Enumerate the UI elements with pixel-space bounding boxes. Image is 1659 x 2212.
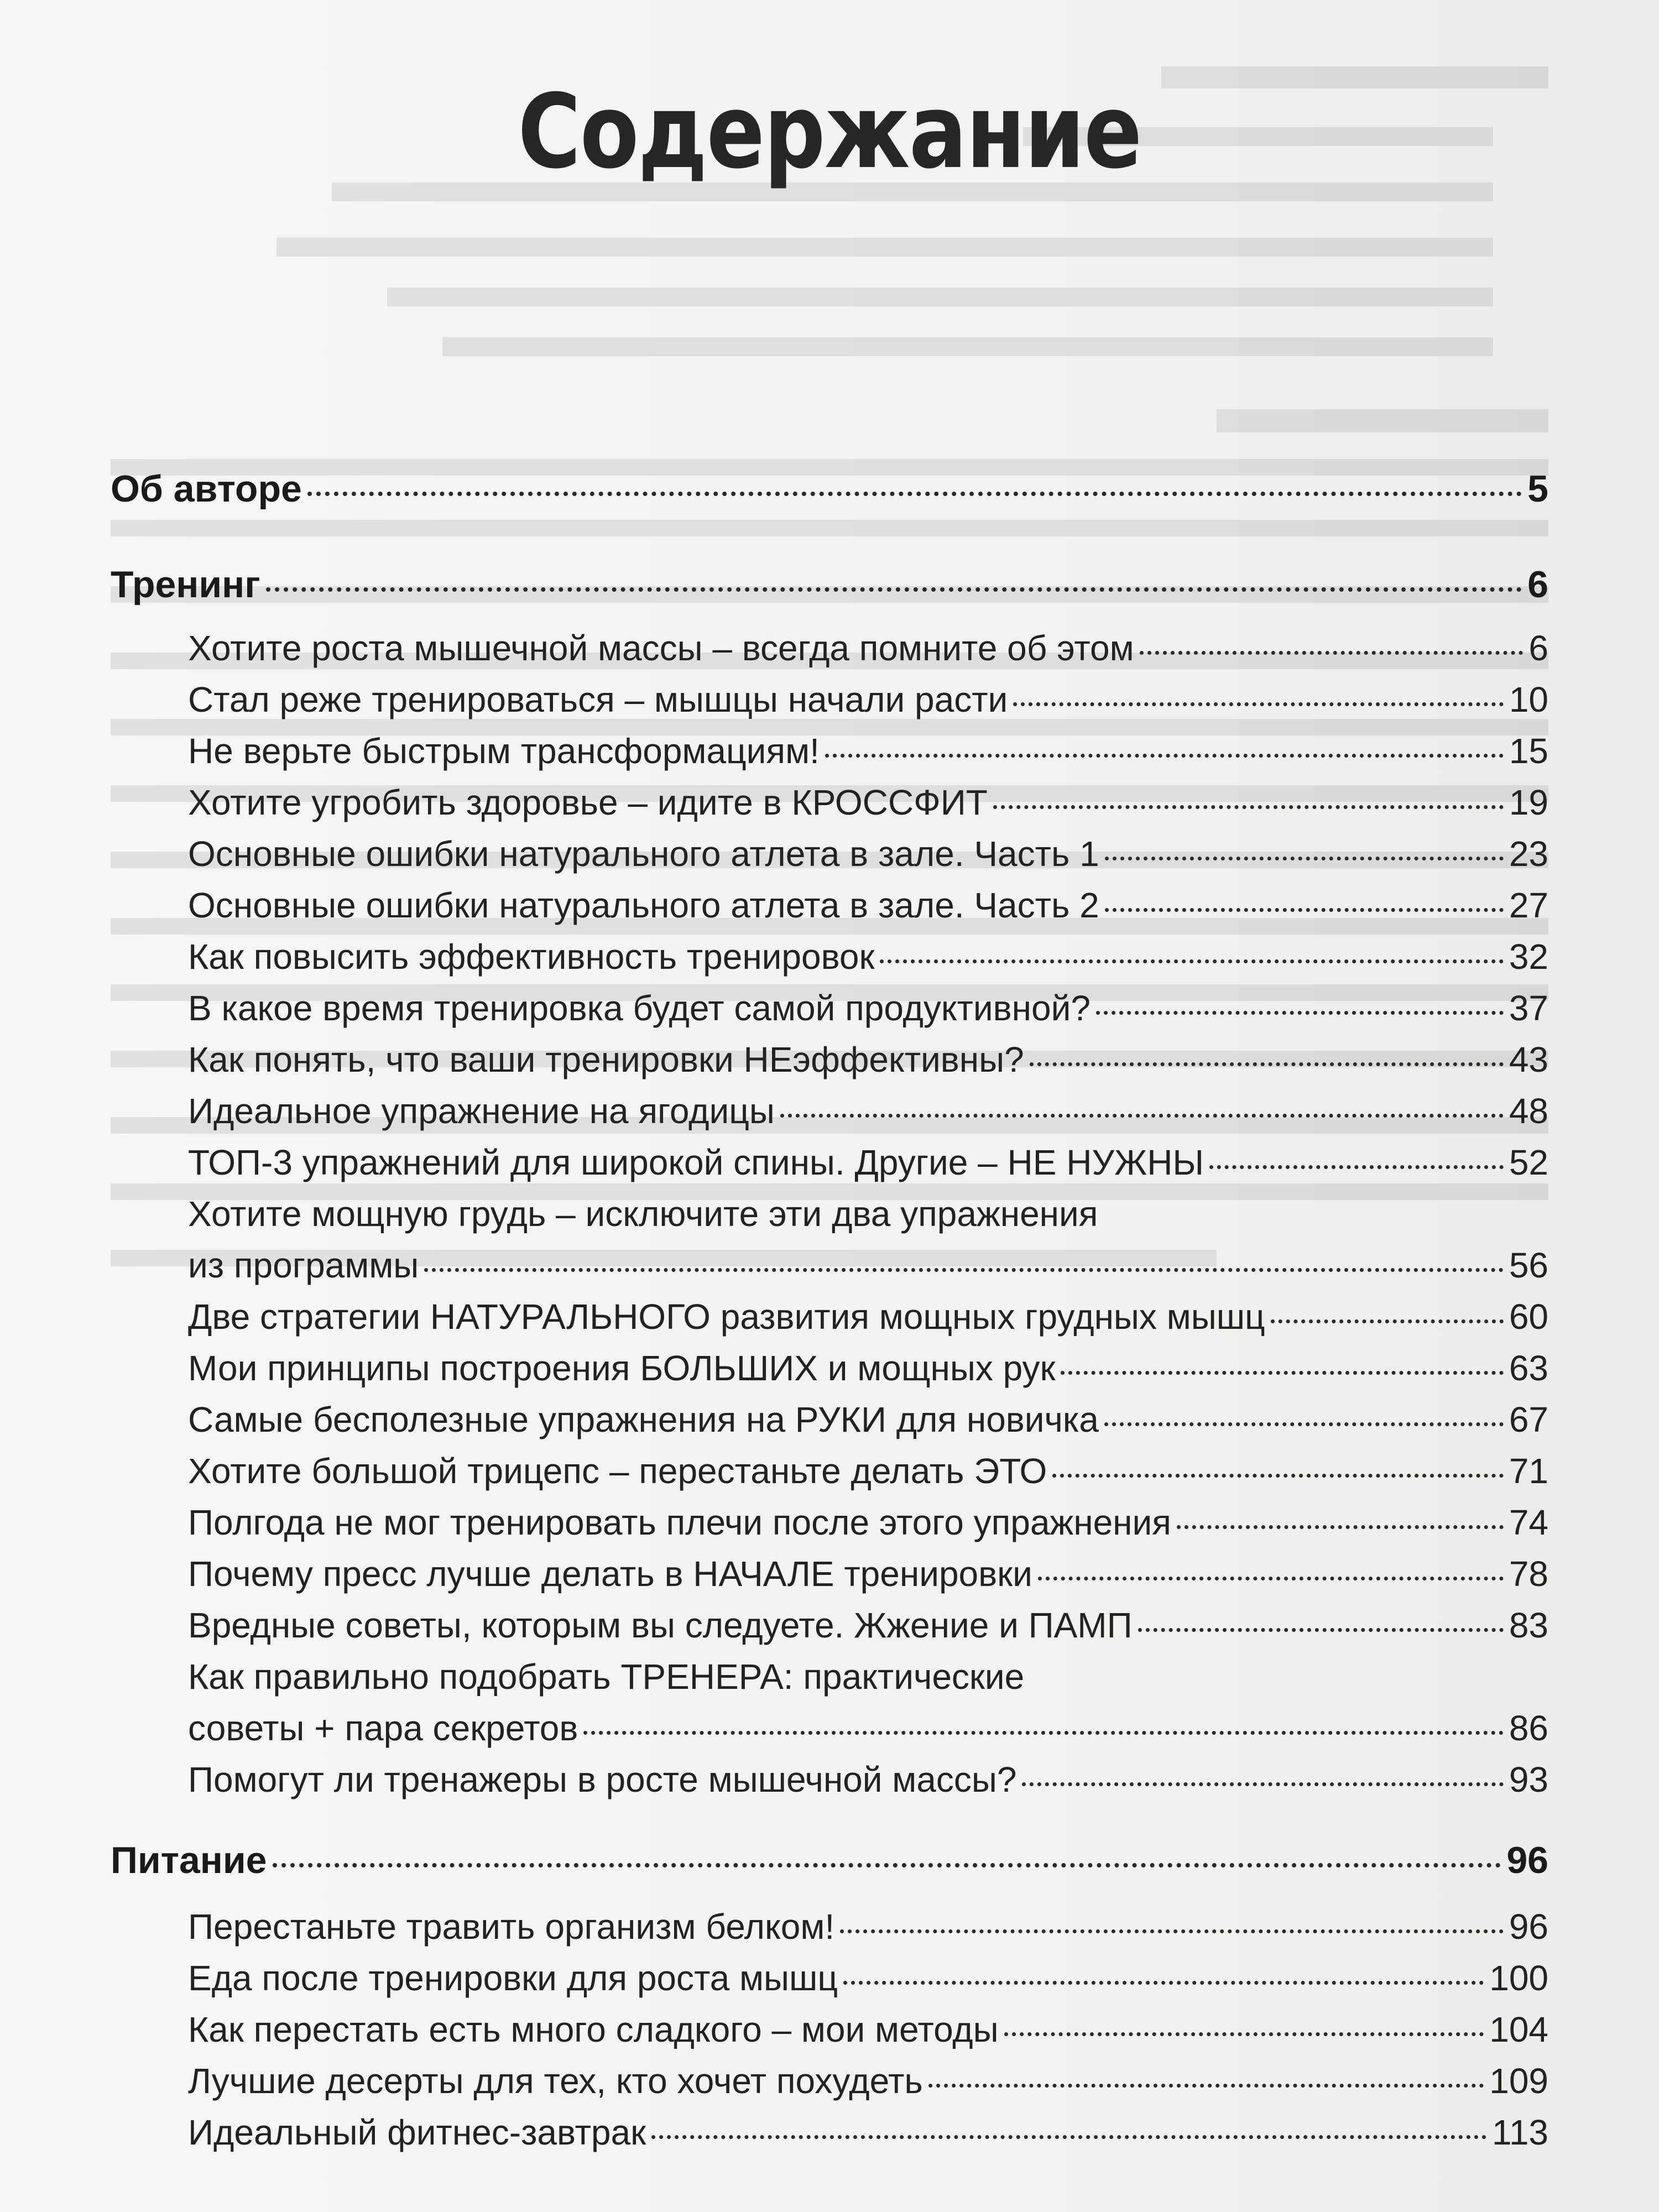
toc-page-number: 23: [1509, 834, 1548, 874]
toc-entry-row[interactable]: [188, 731, 1548, 771]
toc-page-number: 96: [1506, 1839, 1548, 1881]
dot-leader: [1105, 908, 1504, 912]
dot-leader: [1209, 1165, 1504, 1169]
dot-leader: [424, 1268, 1504, 1272]
toc-entry-title: Идеальный фитнес-завтрак: [188, 2112, 646, 2152]
toc-entry-row[interactable]: [188, 1759, 1548, 1800]
toc-page-number: 43: [1509, 1040, 1548, 1079]
toc-section-title: Об авторе: [111, 468, 302, 510]
toc-page-number: 56: [1509, 1245, 1548, 1285]
toc-entry-row[interactable]: [188, 1906, 1548, 1947]
dot-leader: [307, 492, 1522, 496]
toc-page-number: 63: [1509, 1348, 1548, 1388]
toc-entry-row[interactable]: [188, 1245, 1548, 1286]
toc-entry-row[interactable]: [188, 1399, 1548, 1440]
toc-entry-row[interactable]: [188, 1296, 1548, 1337]
toc-page-number: 37: [1509, 988, 1548, 1028]
dot-leader: [266, 587, 1522, 592]
dot-leader: [1013, 702, 1504, 706]
toc-entry-title: В какое время тренировка будет самой продуктивной?: [188, 988, 1091, 1028]
dot-leader: [1105, 857, 1504, 860]
toc-entry-row[interactable]: [188, 936, 1548, 977]
toc-page-number: 32: [1509, 937, 1548, 977]
toc-entry-title: Самые бесполезные упражнения на РУКИ для новичка: [188, 1400, 1099, 1439]
toc-entry-row[interactable]: [188, 833, 1548, 874]
toc-page-number: 5: [1527, 468, 1548, 510]
toc-entry-title: Мои принципы построения БОЛЬШИХ и мощных рук: [188, 1348, 1056, 1388]
toc-entry-row[interactable]: [188, 1451, 1548, 1491]
toc-entry-title: Почему пресс лучше делать в НАЧАЛЕ тренировки: [188, 1554, 1032, 1594]
dot-leader: [780, 1114, 1504, 1118]
toc-entry-title: Хотите угробить здоровье – идите в КРОССФИТ: [188, 782, 988, 822]
dot-leader: [1096, 1011, 1504, 1015]
toc-page-number: 27: [1509, 885, 1548, 925]
toc-entry-title: Как повысить эффективность тренировок: [188, 937, 875, 977]
toc-entry-row[interactable]: [188, 1091, 1548, 1131]
toc-entry-title: Стал реже тренироваться – мышцы начали расти: [188, 680, 1008, 719]
toc-entry-title-line1[interactable]: Как правильно подобрать ТРЕНЕРА: практические: [188, 1657, 1025, 1697]
toc-entry-row[interactable]: [188, 1553, 1548, 1594]
toc-section-title: Питание: [111, 1839, 267, 1881]
toc-entry-row[interactable]: [188, 1958, 1548, 1999]
toc-page-number: 93: [1509, 1760, 1548, 1799]
dot-leader: [1038, 1577, 1504, 1580]
toc-entry-title: Как понять, что ваши тренировки НЕэффективны?: [188, 1040, 1024, 1079]
dot-leader: [1030, 1062, 1504, 1066]
toc-entry-row[interactable]: [188, 628, 1548, 669]
dot-leader: [1104, 1422, 1504, 1426]
dot-leader: [840, 1929, 1504, 1933]
dot-leader: [1052, 1474, 1504, 1478]
toc-entry-title: Перестаньте травить организм белком!: [188, 1907, 835, 1947]
toc-entry-row[interactable]: [188, 2060, 1548, 2101]
toc-page-number: 86: [1509, 1708, 1548, 1748]
toc-entry-row[interactable]: [188, 2009, 1548, 2050]
toc-page-number: 113: [1491, 2112, 1548, 2152]
toc-entry-title: из программы: [188, 1245, 419, 1285]
toc-entry-row[interactable]: [188, 1348, 1548, 1389]
toc-entry-title: Как перестать есть много сладкого – мои методы: [188, 2010, 999, 2049]
dot-leader: [928, 2084, 1484, 2088]
toc-page-number: 10: [1509, 680, 1548, 719]
dot-leader: [880, 959, 1503, 963]
toc-page-number: 96: [1509, 1907, 1548, 1947]
toc-page-number: 52: [1509, 1142, 1548, 1182]
toc-entry-row[interactable]: [188, 679, 1548, 720]
toc-entry-title: Идеальное упражнение на ягодицы: [188, 1091, 775, 1131]
toc-entry-title: Полгода не мог тренировать плечи после этого упражнения: [188, 1503, 1171, 1542]
toc-entry-row[interactable]: [188, 2112, 1548, 2153]
dot-leader: [825, 754, 1504, 758]
dot-leader: [1004, 2032, 1484, 2036]
toc-entry-title: Хотите большой трицепс – перестаньте делать ЭТО: [188, 1451, 1047, 1491]
toc-entry-title: Хотите роста мышечной массы – всегда помните об этом: [188, 628, 1134, 668]
toc-page-number: 19: [1509, 782, 1548, 822]
toc-entry-title: Еда после тренировки для роста мышц: [188, 1958, 838, 1998]
toc-section-row[interactable]: [111, 563, 1548, 606]
toc-entry-title: ТОП-3 упражнений для широкой спины. Другие – НЕ НУЖНЫ: [188, 1142, 1204, 1182]
toc-section-row[interactable]: [111, 1839, 1548, 1882]
dot-leader: [583, 1731, 1503, 1735]
toc-entry-title: Не верьте быстрым трансформациям!: [188, 731, 820, 771]
toc-page-number: 6: [1528, 628, 1548, 668]
toc-entry-title-line1[interactable]: Хотите мощную грудь – исключите эти два упражнения: [188, 1194, 1098, 1234]
dot-leader: [1177, 1525, 1504, 1529]
toc-section-row[interactable]: [111, 467, 1548, 510]
page-title: Содержание: [518, 72, 1141, 191]
toc-entry-title: Две стратегии НАТУРАЛЬНОГО развития мощных грудных мышц: [188, 1297, 1265, 1337]
dot-leader: [273, 1863, 1501, 1867]
toc-page-number: 78: [1509, 1554, 1548, 1594]
toc-page-number: 48: [1509, 1091, 1548, 1131]
toc-entry-title: Основные ошибки натурального атлета в зале. Часть 1: [188, 834, 1099, 874]
toc-entry-row[interactable]: [188, 885, 1548, 926]
dot-leader: [1140, 651, 1524, 655]
toc-page-number: 6: [1527, 564, 1548, 606]
toc-page-number: 109: [1489, 2061, 1548, 2101]
dot-leader: [1271, 1319, 1504, 1323]
toc-entry-row[interactable]: [188, 1142, 1548, 1183]
dot-leader: [993, 805, 1504, 809]
dot-leader: [1138, 1628, 1504, 1632]
toc-page-number: 67: [1509, 1400, 1548, 1439]
toc-section-title: Тренинг: [111, 564, 260, 606]
toc-entry-title: советы + пара секретов: [188, 1708, 578, 1748]
toc-page-number: 83: [1509, 1605, 1548, 1645]
toc-page-number: 100: [1489, 1958, 1548, 1998]
toc-page-number: 71: [1509, 1451, 1548, 1491]
toc-page-number: 104: [1489, 2010, 1548, 2049]
toc-entry-row[interactable]: [188, 1502, 1548, 1543]
dot-leader: [1022, 1782, 1503, 1786]
dot-leader: [1061, 1371, 1503, 1375]
toc-entry-row[interactable]: [188, 1039, 1548, 1080]
toc-page-number: 60: [1509, 1297, 1548, 1337]
toc-entry-row[interactable]: [188, 988, 1548, 1029]
toc-entry-row[interactable]: [188, 782, 1548, 823]
toc-page-number: 74: [1509, 1503, 1548, 1542]
toc-entry-title: Основные ошибки натурального атлета в зале. Часть 2: [188, 885, 1099, 925]
toc-page-number: 15: [1509, 731, 1548, 771]
toc-entry-row[interactable]: [188, 1708, 1548, 1749]
toc-entry-title: Лучшие десерты для тех, кто хочет похудеть: [188, 2061, 923, 2101]
dot-leader: [651, 2135, 1486, 2139]
toc-entry-title: Помогут ли тренажеры в росте мышечной массы?: [188, 1760, 1017, 1799]
toc-entry-title: Вредные советы, которым вы следуете. Жжение и ПАМП: [188, 1605, 1133, 1645]
toc-entry-row[interactable]: [188, 1605, 1548, 1646]
dot-leader: [843, 1981, 1484, 1985]
